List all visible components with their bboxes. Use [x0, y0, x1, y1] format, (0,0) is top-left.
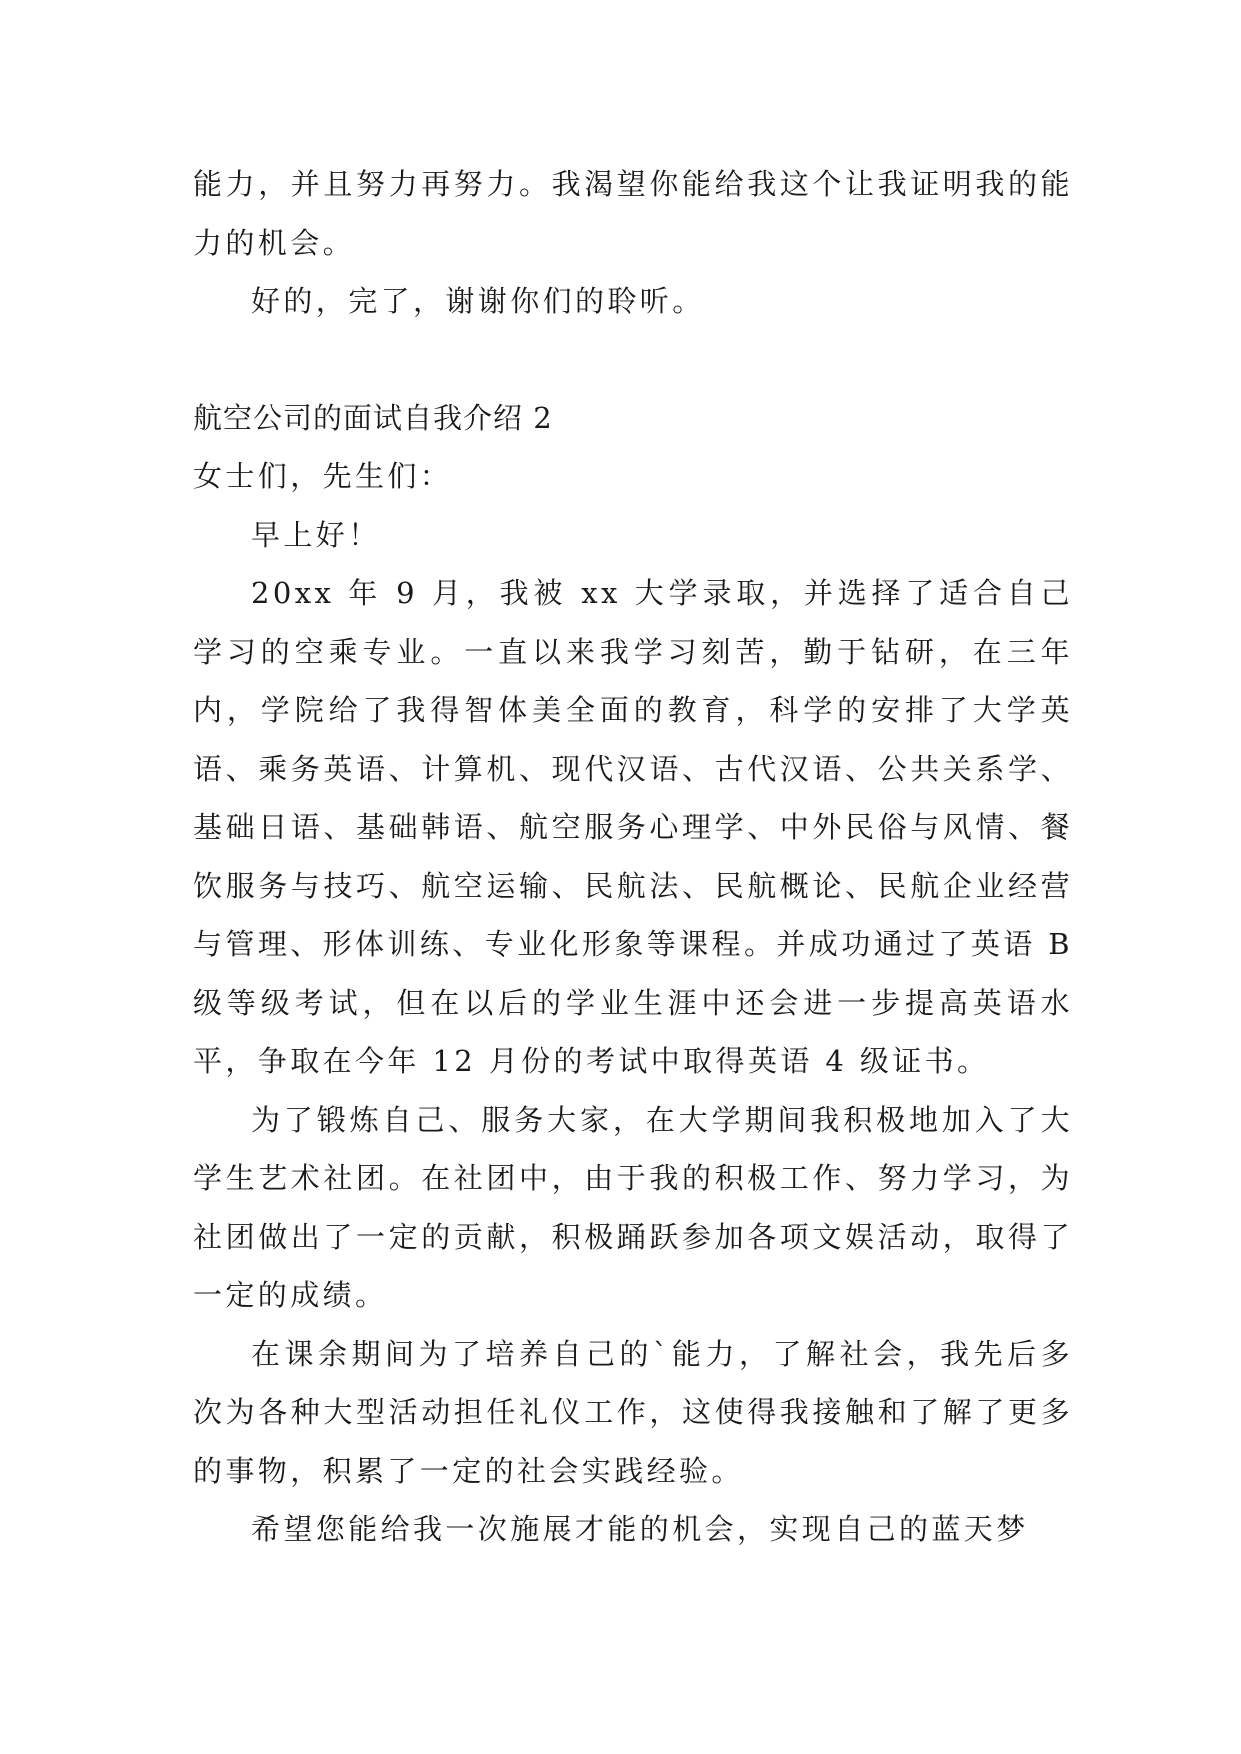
- body-paragraph-hope: 希望您能给我一次施展才能的机会，实现自己的蓝天梦: [251, 1512, 1029, 1546]
- continuation-paragraph: 能力，并且努力再努力。我渴望你能给我这个让我证明我的能力的机会。: [193, 167, 1073, 260]
- body-paragraph-education: 20xx 年 9 月，我被 xx 大学录取，并选择了适合自己学习的空乘专业。一直以来我学习刻苦，勤于钻研，在三年内，学院给了我得智体美全面的教育，科学的安排了大学英语、乘务英语、计算机、现代汉语、古代汉语、公共关系学、基础日语、基础韩语、航空服务心理学、中外民俗与风情、餐饮服务与技巧、航空运输、民航法、民航概论、民航企业经营与管理、形体训练、专业化形象等课程。并成功通过了英语 B 级等级考试，但在以后的学业生涯中还会进一步提高英语水平，争取在今年 12 月份的考试中取得英语 4 级证书。: [193, 576, 1073, 1078]
- greeting: 早上好！: [251, 517, 381, 552]
- document-body: [193, 155, 1073, 1559]
- body-paragraph-practice: 在课余期间为了培养自己的`能力，了解社会，我先后多次为各种大型活动担任礼仪工作，这使得我接触和了解了更多的事物，积累了一定的社会实践经验。: [193, 1336, 1073, 1488]
- closing-paragraph: 好的，完了，谢谢你们的聆听。: [251, 284, 705, 318]
- salutation: 女士们，先生们：: [193, 459, 453, 493]
- section-title: 航空公司的面试自我介绍 2: [193, 400, 553, 435]
- body-paragraph-club: 为了锻炼自己、服务大家，在大学期间我积极地加入了大学生艺术社团。在社团中，由于我的积极工作、努力学习，为社团做出了一定的贡献，积极踊跃参加各项文娱活动，取得了一定的成绩。: [193, 1102, 1073, 1312]
